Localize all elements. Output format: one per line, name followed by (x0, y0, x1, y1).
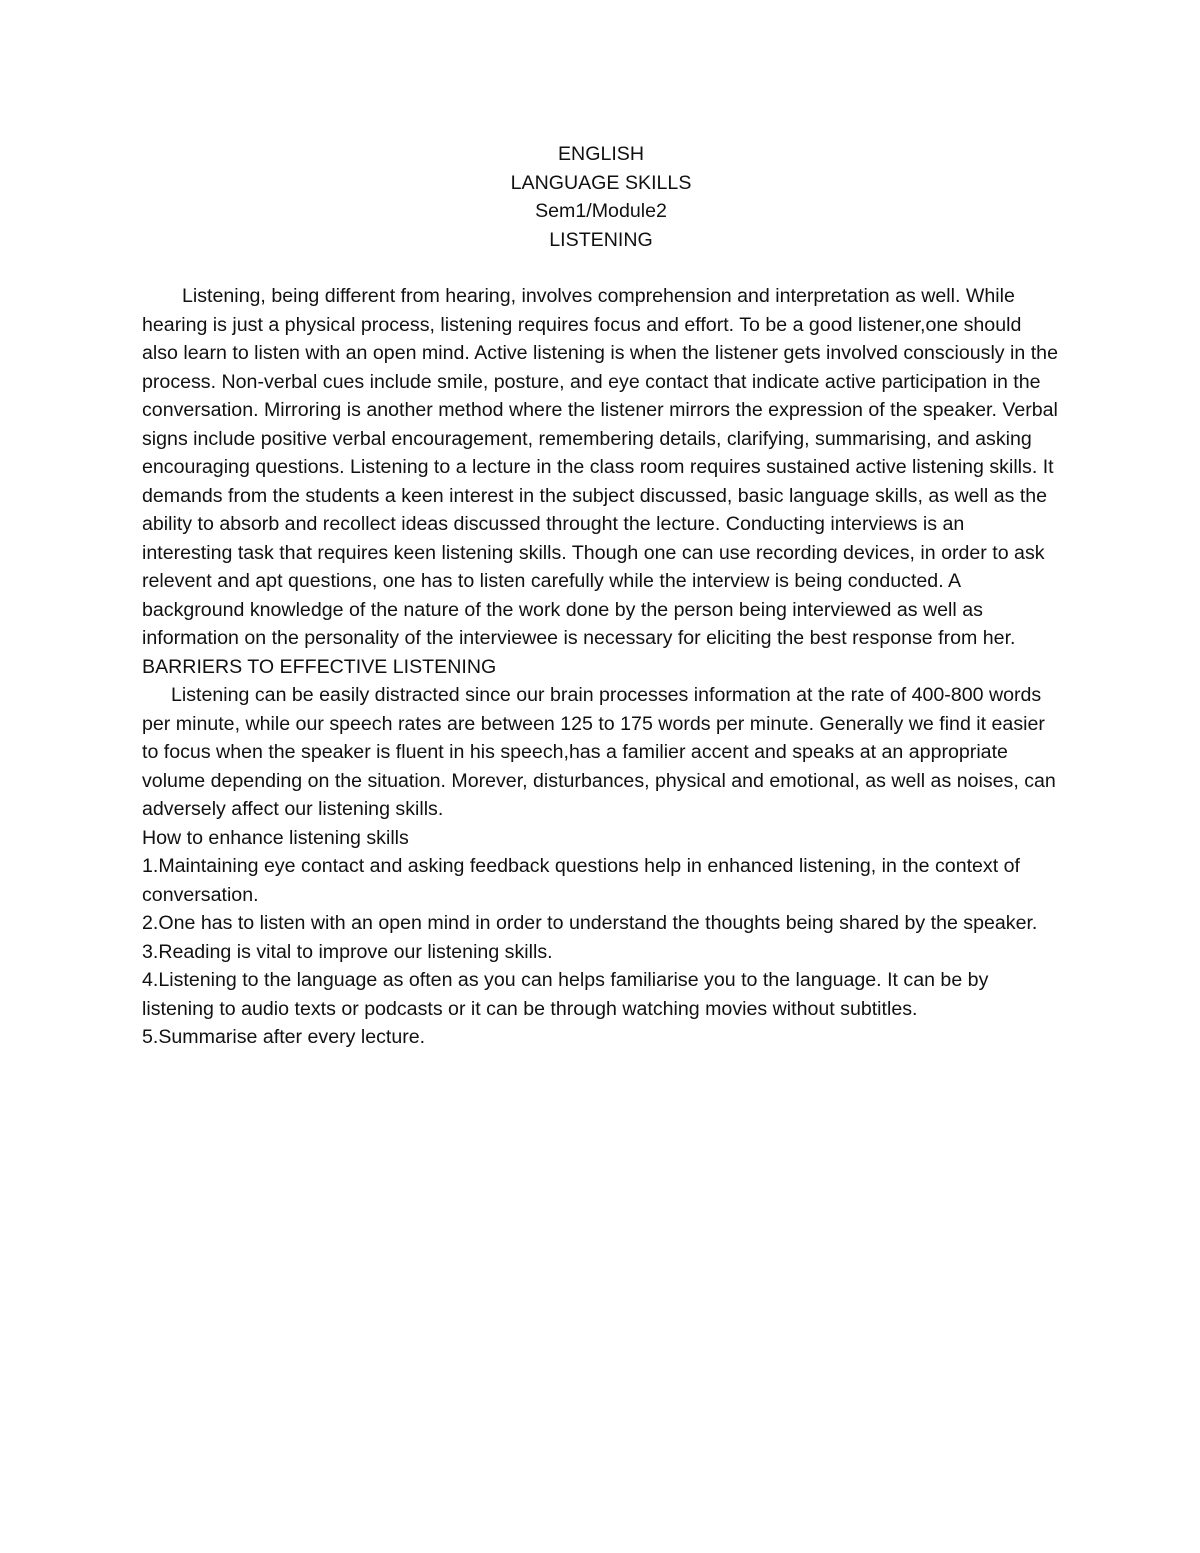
title-course: LANGUAGE SKILLS (510, 171, 692, 194)
title-block (142, 140, 1060, 254)
list-item: 4.Listening to the language as often as you can helps familiarise you to the language. It can be by listening to audio texts or podcasts or it can be through watching movies without subtitles. (142, 969, 989, 1020)
list-item: 2.One has to listen with an open mind in order to understand the thoughts being shared by the speaker. (142, 912, 1038, 934)
tips-list (142, 852, 1060, 1052)
list-item: 5.Summarise after every lecture. (142, 1026, 426, 1048)
document-content (142, 140, 1060, 1052)
title-subject: ENGLISH (557, 143, 645, 165)
paragraph-listening-intro: Listening, being different from hearing, involves comprehension and interpretation as well. While hearing is just a physical process, listening requires focus and effort. To be a good listener,one should also learn to listen with an open mind. Active listening is when the listener gets involved consciously in the process. Non-verbal cues include smile, posture, and eye contact that indicate active participation in the conversation. Mirroring is another method where the listener mirrors the expression of the speaker. Verbal signs include positive verbal encouragement, remembering details, clarifying, summarising, and asking encouraging questions. Listening to a lecture in the class room requires sustained active listening skills. It demands from the students a keen interest in the subject discussed, basic language skills, as well as the ability to absorb and recollect ideas discussed throught the lecture. Conducting interviews is an interesting task that requires keen listening skills. Though one can use recording devices, in order to ask relevent and apt questions, one has to listen carefully while the interview is being conducted. A background knowledge of the nature of the work done by the person being interviewed as well as information on the personality of the interviewee is necessary for eliciting the best response from her. (142, 285, 1058, 649)
heading-enhance: How to enhance listening skills (142, 826, 409, 849)
list-item: 1.Maintaining eye contact and asking feedback questions help in enhanced listening, in the context of conversation. (142, 855, 1020, 906)
title-topic: LISTENING (549, 228, 653, 251)
list-item: 3.Reading is vital to improve our listening skills. (142, 940, 553, 963)
heading-barriers: BARRIERS TO EFFECTIVE LISTENING (142, 655, 497, 678)
paragraph-barriers: Listening can be easily distracted since our brain processes information at the rate of 400-800 words per minute, while our speech rates are between 125 to 175 words per minute. Generally we find it easier to focus when the speaker is fluent in his speech,has a familier accent and speaks at an appropriate volume depending on the situation. Morever, disturbances, physical and emotional, as well as noises, can adversely affect our listening skills. (142, 684, 1056, 820)
title-module: Sem1/Module2 (535, 200, 667, 222)
